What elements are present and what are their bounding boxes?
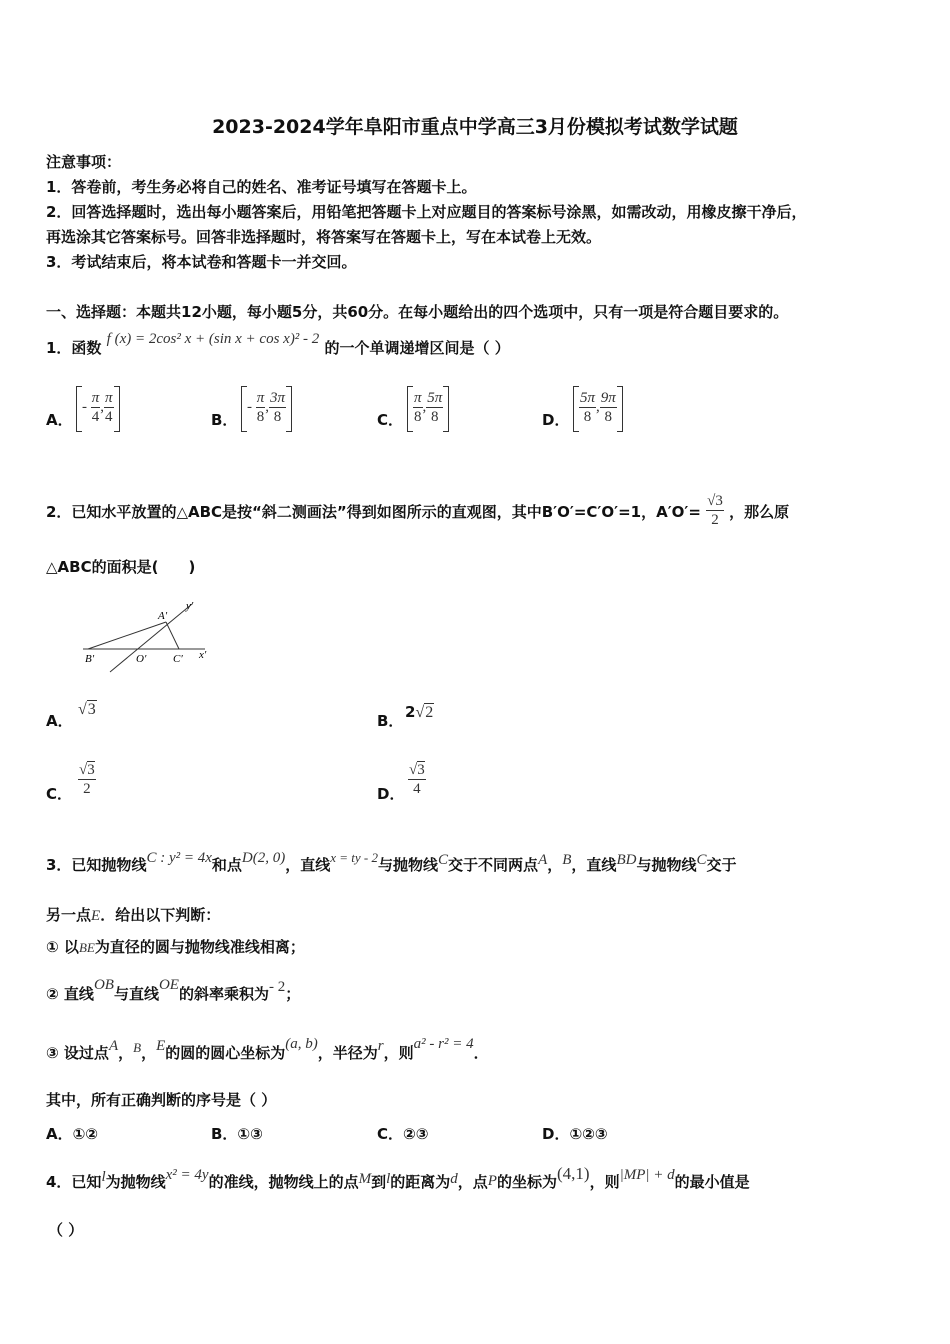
label-x: x′: [199, 649, 207, 661]
q3-text: ，半径为: [317, 1044, 378, 1062]
label-o: O′: [136, 653, 147, 665]
notice-item: 再选涂其它答案标号。回答非选择题时，将答案写在答题卡上，写在本试卷上无效。: [46, 228, 602, 246]
q3-text: 与直线: [113, 985, 159, 1003]
q1-option-a-label: A．: [46, 411, 73, 429]
radicand: 3: [87, 701, 96, 718]
radicand: 3: [87, 762, 95, 778]
q4-expression: |MP| + d: [619, 1167, 675, 1183]
q3-r: r: [377, 1038, 384, 1054]
notice-item: 2．回答选择题时，选出每小题答案后，用铅笔把答题卡上对应题目的答案标号涂黑，如需改动，用橡皮擦干净后，: [46, 203, 807, 221]
q3-option-d: D．①②③: [542, 1125, 608, 1143]
q3-text: 为直径的圆与抛物线准线相离；: [94, 938, 305, 956]
q4-paren: （ ）: [48, 1221, 84, 1239]
denominator: 8: [583, 409, 592, 425]
numerator: π: [105, 390, 113, 406]
notice-item: 3．考试结束后，将本试卷和答题卡一并交回。: [46, 253, 357, 271]
question-3: [46, 850, 737, 876]
numerator: π: [414, 390, 422, 406]
q4-p: P: [487, 1173, 497, 1189]
denominator: 4: [105, 409, 113, 425]
q1-prefix: 1．函数: [46, 339, 102, 357]
q3-text: ．: [473, 1044, 489, 1062]
section-heading: 一、选择题：本题共12小题，每小题5分，共60分。在每小题给出的四个选项中，只有一项是符合题目要求的。: [46, 303, 789, 321]
page-title: 2023-2024学年阜阳市重点中学高三3月份模拟考试数学试题: [212, 116, 738, 138]
q4-parabola: x² = 4y: [165, 1167, 209, 1183]
numerator: √3: [707, 493, 723, 509]
q2-option-c: $\frac{√3}{2}$: [79, 762, 95, 797]
q4-d: d: [450, 1171, 458, 1187]
q4-text: 的最小值是: [674, 1173, 750, 1191]
numerator: 5π: [427, 390, 443, 406]
denominator: 8: [414, 409, 422, 425]
label-b: B′: [85, 653, 95, 665]
q3-text: ，: [141, 1044, 157, 1062]
numerator: 5π: [580, 390, 596, 406]
q2-option-a-label: A．: [46, 712, 73, 730]
q4-l: l: [386, 1171, 391, 1187]
minus-sign: -: [82, 398, 87, 415]
q3-e: E: [156, 1038, 166, 1054]
q4-text: 的距离为: [390, 1173, 451, 1191]
q3-text: 与抛物线: [636, 856, 697, 874]
q3-text: ，则: [383, 1044, 414, 1062]
q4-coord: (4,1): [556, 1164, 590, 1183]
q3-e: E: [91, 908, 101, 924]
q3-text: 另一点: [46, 906, 92, 924]
q3-text: ；: [285, 985, 301, 1003]
notice-heading: 注意事项：: [46, 153, 122, 171]
question-2: [46, 494, 789, 531]
q3-line2: [46, 905, 220, 926]
q3-option-b: B．①③: [211, 1125, 263, 1143]
q1-option-c-label: C．: [377, 411, 404, 429]
q3-be: BE: [78, 940, 95, 955]
q3-text: 3．已知抛物线: [46, 856, 147, 874]
q4-text: ，点: [457, 1173, 488, 1191]
q3-bd: BD: [616, 852, 637, 868]
label-y: y′: [186, 600, 194, 612]
q3-c: C: [696, 852, 707, 868]
label-c: C′: [173, 653, 183, 665]
q3-c: C: [438, 852, 449, 868]
minus-sign: -: [247, 398, 252, 415]
numerator: π: [91, 390, 100, 406]
q3-text: ② 直线: [46, 985, 94, 1003]
numerator: π: [256, 390, 265, 406]
denominator: 2: [711, 512, 719, 528]
q2-option-d: $\frac{√3}{4}$: [409, 762, 425, 797]
q3-text: 与抛物线: [378, 856, 439, 874]
q3-text: ．给出以下判断：: [100, 906, 221, 924]
q3-text: ，: [118, 1044, 134, 1062]
q3-point-d: D(2, 0): [241, 850, 286, 866]
numerator: 9π: [600, 390, 616, 406]
q3-judgment-3: [46, 1036, 489, 1064]
q4-text: 为抛物线: [105, 1173, 166, 1191]
q3-text: ① 以: [46, 938, 79, 956]
q3-line: x = ty - 2: [330, 850, 379, 865]
q1-option-b-label: B．: [211, 411, 238, 429]
question-4: [46, 1164, 750, 1193]
denominator: 4: [91, 409, 100, 425]
denominator: 8: [256, 409, 265, 425]
q3-text: 交于: [706, 856, 737, 874]
q3-a: A: [538, 852, 548, 868]
q4-text: 到: [371, 1173, 387, 1191]
q3-text: 交于不同两点: [448, 856, 539, 874]
q2-text-tail: ，那么原: [729, 503, 790, 521]
q3-text: ，直线: [285, 856, 331, 874]
q1-formula: f (x) = 2cos² x + (sin x + cos x)² - 2: [106, 331, 320, 347]
q2-option-a: √3: [78, 701, 96, 718]
q3-neg2: - 2: [268, 979, 286, 995]
q4-l: l: [101, 1169, 106, 1185]
q3-option-a: A．①②: [46, 1125, 99, 1143]
question-1: [46, 331, 510, 359]
radicand: 3: [417, 762, 425, 778]
q3-text: ，: [547, 856, 563, 874]
q1-option-a: - $\frac{\pi}{4}$ , $\frac{\pi}{4}$: [76, 386, 120, 432]
q2-fraction: [706, 492, 724, 529]
q1-option-b: - $\frac{\pi}{8}$ , $\frac{3\pi}{8}$: [241, 386, 292, 432]
q3-option-c: C．②③: [377, 1125, 429, 1143]
q4-text: 的坐标为: [496, 1173, 557, 1191]
q3-judgment-2: [46, 977, 301, 1005]
q2-option-b: 2√2: [405, 703, 434, 721]
q3-text: ，直线: [571, 856, 617, 874]
denominator: 8: [431, 409, 439, 425]
q3-a: A: [108, 1038, 119, 1054]
q3-judgment-1: [46, 937, 305, 958]
q3-ob: OB: [93, 977, 114, 993]
q2-option-d-label: D．: [377, 785, 405, 803]
q3-center: (a, b): [285, 1036, 318, 1052]
label-a: A′: [158, 610, 168, 622]
denominator: 2: [83, 781, 91, 797]
q3-relation: a² - r² = 4: [413, 1036, 474, 1052]
q4-text: 的准线，抛物线上的点: [208, 1173, 359, 1191]
q3-text: 的圆的圆心坐标为: [165, 1044, 286, 1062]
q2-option-b-label: B．: [377, 712, 404, 730]
q3-b: B: [562, 852, 572, 868]
q3-text: 的斜率乘积为: [178, 985, 269, 1003]
q4-text: ，则: [589, 1173, 620, 1191]
denominator: 8: [604, 409, 613, 425]
q3-parabola: C : y² = 4x: [146, 850, 212, 866]
q3-ask: 其中，所有正确判断的序号是（ ）: [46, 1091, 277, 1109]
numerator: 3π: [270, 390, 286, 406]
q2-text: 2．已知水平放置的△ABC是按“斜二测画法”得到如图所示的直观图，其中B′O′=C′O′=1，A′O′=: [46, 503, 701, 521]
q4-text: 4．已知: [46, 1173, 102, 1191]
coefficient: 2: [405, 703, 416, 721]
q2-text-line2: △ABC的面积是( ): [46, 558, 196, 576]
denominator: 8: [273, 409, 282, 425]
side-ac: [166, 622, 179, 649]
q3-oe: OE: [158, 977, 179, 993]
q3-text: 和点: [211, 856, 242, 874]
denominator: 4: [413, 781, 421, 797]
q1-option-d: $\frac{5\pi}{8}$ , $\frac{9\pi}{8}$: [573, 386, 623, 432]
q1-option-c: $\frac{\pi}{8}$ , $\frac{5\pi}{8}$: [407, 386, 449, 432]
q2-option-c-label: C．: [46, 785, 73, 803]
notice-item: 1．答卷前，考生务必将自己的姓名、准考证号填写在答题卡上。: [46, 178, 477, 196]
q3-text: ③ 设过点: [46, 1044, 109, 1062]
radicand: 2: [425, 704, 434, 721]
q1-suffix: 的一个单调递增区间是（ ）: [324, 339, 510, 357]
q1-option-d-label: D．: [542, 411, 570, 429]
q4-m: M: [358, 1171, 372, 1187]
q2-figure: [80, 596, 215, 676]
q3-b: B: [133, 1040, 142, 1055]
